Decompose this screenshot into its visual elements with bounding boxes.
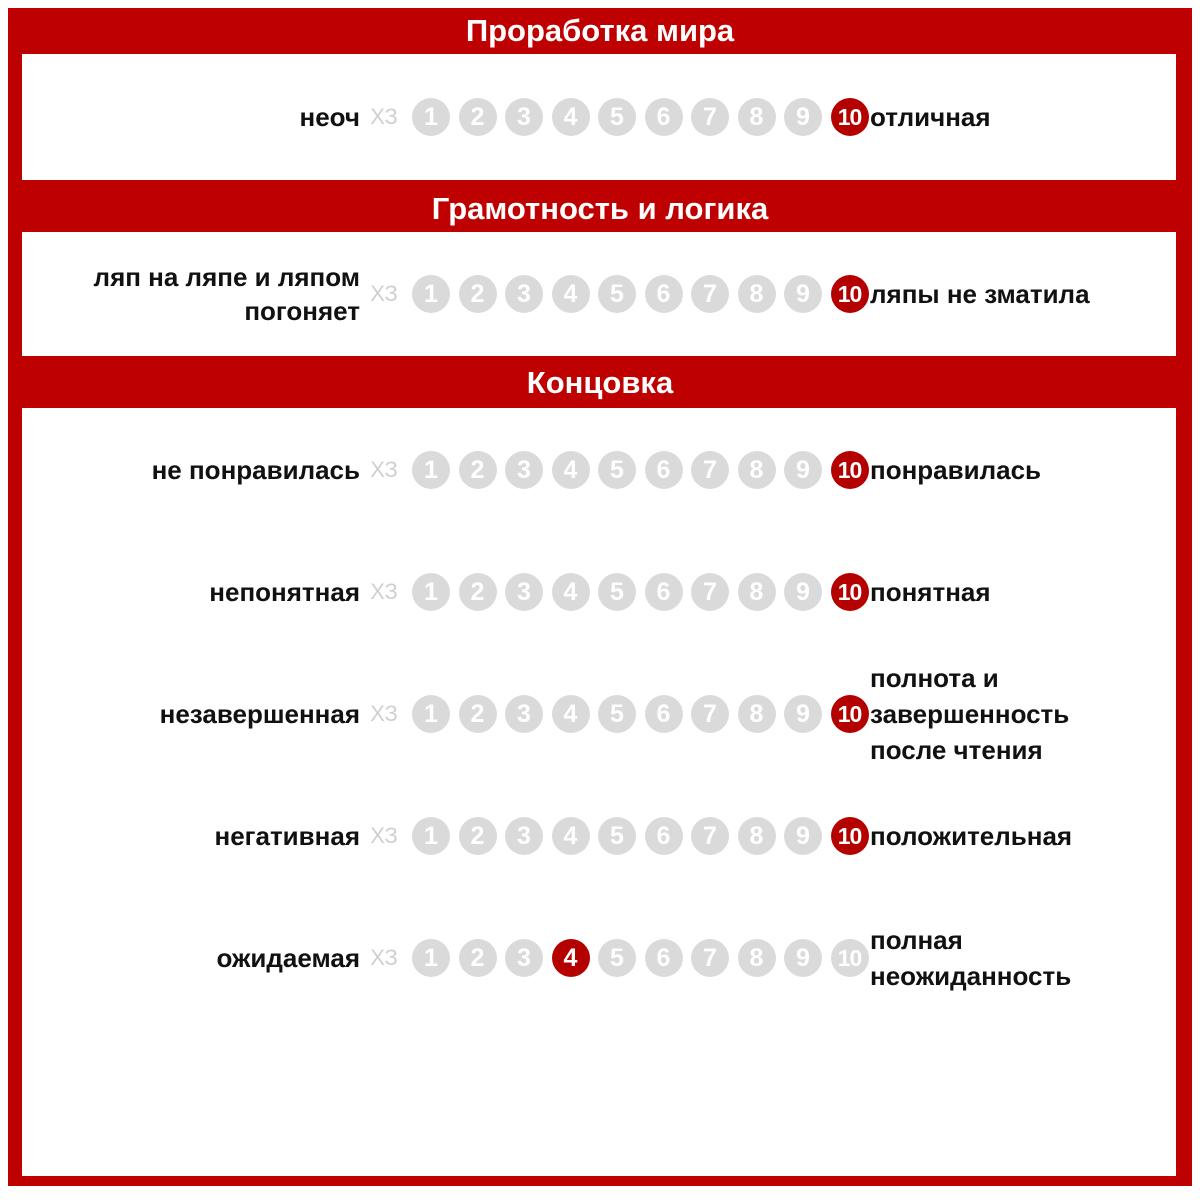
section-header-world: Проработка мира bbox=[465, 13, 735, 48]
rating-scale bbox=[366, 694, 866, 734]
section-panel-literacy bbox=[22, 232, 1176, 356]
rating-option[interactable]: 4 bbox=[552, 573, 590, 611]
left-anchor-label: негативная bbox=[214, 821, 360, 851]
section-header-ending: Концовка bbox=[526, 365, 674, 400]
rating-option-unknown[interactable]: ХЗ bbox=[370, 281, 398, 306]
rating-option[interactable]: 6 bbox=[645, 939, 683, 977]
rating-option[interactable]: 2 bbox=[459, 695, 497, 733]
rating-option[interactable]: 6 bbox=[645, 98, 683, 136]
rating-option[interactable]: 2 bbox=[459, 275, 497, 313]
rating-option[interactable]: 4 bbox=[552, 451, 590, 489]
rating-option-selected[interactable]: 10 bbox=[831, 98, 869, 136]
rating-option[interactable]: 8 bbox=[738, 817, 776, 855]
rating-option[interactable]: 4 bbox=[552, 817, 590, 855]
rating-option[interactable]: 3 bbox=[505, 98, 543, 136]
rating-option[interactable]: 8 bbox=[738, 451, 776, 489]
rating-option[interactable]: 9 bbox=[784, 573, 822, 611]
rating-option[interactable]: 5 bbox=[598, 817, 636, 855]
rating-option[interactable]: 1 bbox=[412, 573, 450, 611]
rating-option[interactable]: 2 bbox=[459, 939, 497, 977]
rating-option[interactable]: 1 bbox=[412, 939, 450, 977]
rating-option[interactable]: 6 bbox=[645, 573, 683, 611]
rating-option[interactable]: 9 bbox=[784, 817, 822, 855]
rating-option[interactable]: 7 bbox=[691, 275, 729, 313]
rating-option[interactable]: 2 bbox=[459, 573, 497, 611]
rating-option-selected[interactable]: 4 bbox=[552, 939, 590, 977]
rating-option-unknown[interactable]: ХЗ bbox=[370, 579, 398, 604]
rating-row bbox=[22, 652, 1176, 776]
rating-option-unknown[interactable]: ХЗ bbox=[370, 945, 398, 970]
section-panel-world bbox=[22, 54, 1176, 180]
right-anchor-label: понравилась bbox=[870, 455, 1042, 485]
rating-row bbox=[22, 232, 1176, 356]
rating-scale bbox=[366, 97, 866, 137]
rating-option-unknown[interactable]: ХЗ bbox=[370, 457, 398, 482]
rating-option[interactable]: 5 bbox=[598, 275, 636, 313]
rating-option-selected[interactable]: 10 bbox=[831, 573, 869, 611]
rating-option[interactable]: 1 bbox=[412, 451, 450, 489]
rating-row bbox=[22, 54, 1176, 180]
left-anchor-label: неоч bbox=[299, 102, 360, 132]
rating-option-selected[interactable]: 10 bbox=[831, 275, 869, 313]
left-anchor-label: не понравилась bbox=[151, 455, 360, 485]
rating-option[interactable]: 8 bbox=[738, 275, 776, 313]
rating-row bbox=[22, 530, 1176, 654]
rating-option-selected[interactable]: 10 bbox=[831, 817, 869, 855]
rating-option[interactable]: 7 bbox=[691, 98, 729, 136]
rating-option[interactable]: 7 bbox=[691, 573, 729, 611]
rating-option[interactable]: 3 bbox=[505, 817, 543, 855]
rating-option[interactable]: 1 bbox=[412, 98, 450, 136]
rating-option[interactable]: 9 bbox=[784, 451, 822, 489]
rating-option[interactable]: 6 bbox=[645, 451, 683, 489]
rating-option[interactable]: 2 bbox=[459, 98, 497, 136]
right-anchor-label: отличная bbox=[870, 102, 991, 132]
rating-option[interactable]: 2 bbox=[459, 451, 497, 489]
rating-row bbox=[22, 408, 1176, 532]
rating-option[interactable]: 8 bbox=[738, 573, 776, 611]
rating-option[interactable]: 5 bbox=[598, 98, 636, 136]
rating-option[interactable]: 3 bbox=[505, 275, 543, 313]
left-anchor-label: ожидаемая bbox=[216, 943, 360, 973]
section-panel-ending bbox=[22, 408, 1176, 1176]
rating-option[interactable]: 6 bbox=[645, 695, 683, 733]
rating-scale bbox=[366, 938, 866, 978]
rating-scale bbox=[366, 816, 866, 856]
rating-scale bbox=[366, 450, 866, 490]
rating-card bbox=[8, 8, 1192, 1186]
rating-option[interactable]: 9 bbox=[784, 695, 822, 733]
rating-option-selected[interactable]: 10 bbox=[831, 695, 869, 733]
rating-option[interactable]: 9 bbox=[784, 939, 822, 977]
right-anchor-label: полная неожиданность bbox=[870, 925, 1072, 991]
rating-option[interactable]: 3 bbox=[505, 573, 543, 611]
rating-option[interactable]: 4 bbox=[552, 275, 590, 313]
right-anchor-label: понятная bbox=[870, 577, 991, 607]
rating-option-unknown[interactable]: ХЗ bbox=[370, 104, 398, 129]
rating-option[interactable]: 7 bbox=[691, 817, 729, 855]
rating-option[interactable]: 6 bbox=[645, 817, 683, 855]
rating-option[interactable]: 10 bbox=[831, 939, 869, 977]
right-anchor-label: положительная bbox=[870, 821, 1073, 851]
rating-option[interactable]: 8 bbox=[738, 695, 776, 733]
rating-option[interactable]: 3 bbox=[505, 939, 543, 977]
rating-option[interactable]: 1 bbox=[412, 817, 450, 855]
rating-option-unknown[interactable]: ХЗ bbox=[370, 823, 398, 848]
right-anchor-label: ляпы не зматила bbox=[870, 279, 1090, 309]
rating-option[interactable]: 5 bbox=[598, 573, 636, 611]
rating-option[interactable]: 8 bbox=[738, 98, 776, 136]
rating-row bbox=[22, 896, 1176, 1020]
rating-option[interactable]: 3 bbox=[505, 451, 543, 489]
rating-option[interactable]: 9 bbox=[784, 98, 822, 136]
left-anchor-label: ляп на ляпе и ляпом погоняет bbox=[93, 262, 360, 326]
rating-option[interactable]: 7 bbox=[691, 695, 729, 733]
right-anchor-label: полнота и завершенность после чтения bbox=[870, 663, 1070, 765]
rating-option[interactable]: 6 bbox=[645, 275, 683, 313]
left-anchor-label: незавершенная bbox=[159, 699, 360, 729]
rating-option[interactable]: 8 bbox=[738, 939, 776, 977]
rating-scale bbox=[366, 274, 866, 314]
rating-option-selected[interactable]: 10 bbox=[831, 451, 869, 489]
rating-option[interactable]: 4 bbox=[552, 98, 590, 136]
rating-scale bbox=[366, 572, 866, 612]
rating-option[interactable]: 2 bbox=[459, 817, 497, 855]
rating-option[interactable]: 5 bbox=[598, 695, 636, 733]
rating-option[interactable]: 4 bbox=[552, 695, 590, 733]
section-header-literacy: Грамотность и логика bbox=[431, 191, 769, 226]
rating-option[interactable]: 7 bbox=[691, 451, 729, 489]
rating-option[interactable]: 1 bbox=[412, 695, 450, 733]
left-anchor-label: непонятная bbox=[209, 577, 360, 607]
rating-option[interactable]: 5 bbox=[598, 451, 636, 489]
rating-option-unknown[interactable]: ХЗ bbox=[370, 701, 398, 726]
rating-option[interactable]: 9 bbox=[784, 275, 822, 313]
rating-row bbox=[22, 774, 1176, 898]
rating-option[interactable]: 3 bbox=[505, 695, 543, 733]
rating-option[interactable]: 1 bbox=[412, 275, 450, 313]
rating-option[interactable]: 7 bbox=[691, 939, 729, 977]
rating-option[interactable]: 5 bbox=[598, 939, 636, 977]
